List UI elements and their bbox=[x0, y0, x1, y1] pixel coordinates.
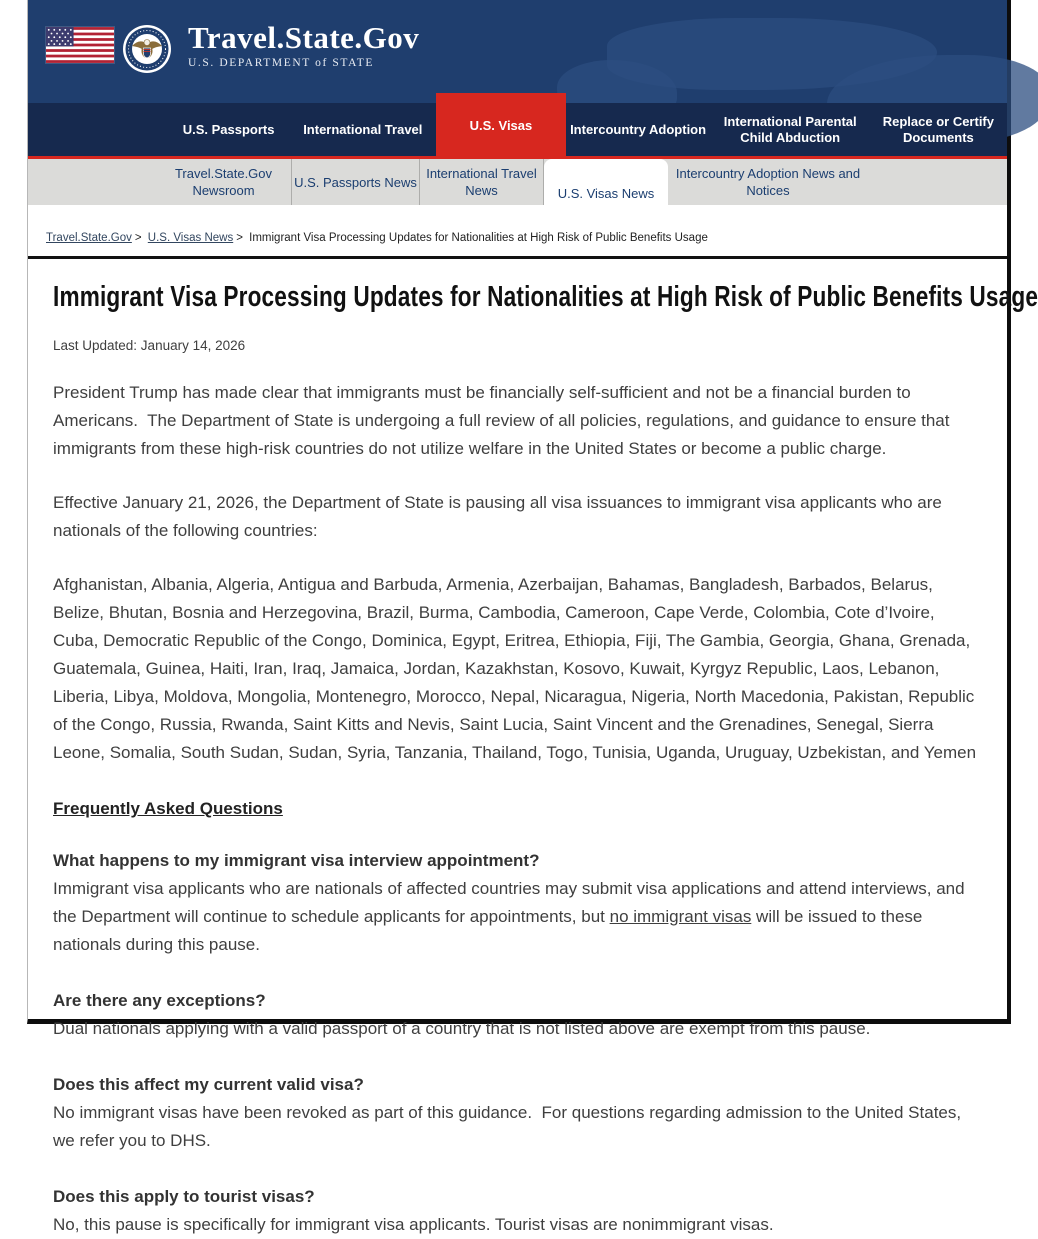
faq-answer-3: No immigrant visas have been revoked as part of this guidance. For questions regarding admission to the United States, we refer you to DHS. bbox=[53, 1103, 966, 1150]
breadcrumb-separator: > bbox=[236, 232, 243, 244]
site-header bbox=[28, 0, 1007, 103]
faq-answer-2: Dual nationals applying with a valid passport of a country that is not listed above are exempt from this pause. bbox=[53, 1019, 871, 1038]
country-list: Afghanistan, Albania, Algeria, Antigua and Barbuda, Armenia, Azerbaijan, Bahamas, Bangladesh, Barbados, Belarus, Belize, Bhutan, Bosnia and Herzegovina, Brazil, Burma, Cambodia, Cameroon, Cape Verde, Colombia, Cote d’Ivoire, Cuba, Democratic Republic of the Congo, Dominica, Egypt, Eritrea, Ethiopia, Fiji, The Gambia, Georgia, Ghana, Grenada, Guatemala, Guinea, Haiti, Iran, Iraq, Jamaica, Jordan, Kazakhstan, Kosovo, Kuwait, Kyrgyz Republic, Laos, Lebanon, Liberia, Libya, Moldova, Mongolia, Montenegro, Morocco, Nepal, Nicaragua, Nigeria, North Macedonia, Pakistan, Republic of the Congo, Russia, Rwanda, Saint Kitts and Nevis, Saint Lucia, Saint Vincent and the Grenadines, Senegal, Sierra Leone, Somalia, South Sudan, Sudan, Syria, Tanzania, Thailand, Togo, Tunisia, Uganda, Uruguay, Uzbekistan, and Yemen bbox=[53, 575, 980, 762]
subnav-item-intercountry-adoption-news[interactable]: Intercountry Adoption News and Notices bbox=[675, 166, 861, 198]
header-titles bbox=[188, 22, 419, 69]
faq-item bbox=[53, 1183, 982, 1239]
article bbox=[28, 281, 1038, 1239]
sub-nav bbox=[28, 159, 1007, 205]
breadcrumb bbox=[28, 205, 1007, 256]
faq-question-1: What happens to my immigrant visa interview appointment? bbox=[53, 851, 540, 870]
page-title: Immigrant Visa Processing Updates for Nationalities at High Risk of Public Benefits Usage bbox=[53, 281, 1038, 313]
subnav-item-international-travel-news[interactable]: International Travel News bbox=[420, 159, 544, 205]
faq-item bbox=[53, 987, 982, 1043]
breadcrumb-link-home[interactable]: Travel.State.Gov bbox=[46, 232, 132, 244]
nav-item-international-parental-child-abduction[interactable]: International Parental Child Abduction bbox=[723, 113, 857, 145]
faq-item bbox=[53, 1071, 982, 1155]
faq-item bbox=[53, 847, 982, 959]
subnav-item-us-passports-news[interactable]: U.S. Passports News bbox=[292, 159, 420, 205]
last-updated-label: Last Updated: January 14, 2026 bbox=[53, 338, 246, 353]
nav-item-us-visas[interactable]: U.S. Visas bbox=[436, 93, 565, 159]
department-of-state-seal-icon bbox=[122, 24, 172, 74]
faq-answer-1 bbox=[53, 875, 982, 959]
faq-answer-1-pre: Immigrant visa applicants who are nationals of affected countries may submit visa applications and attend interviews, and the Department will continue to schedule applicants for appointments, but bbox=[53, 879, 970, 926]
faq-answer-4: No, this pause is specifically for immigrant visa applicants. Tourist visas are nonimmigrant visas. bbox=[53, 1215, 774, 1234]
faq-question-2: Are there any exceptions? bbox=[53, 991, 266, 1010]
nav-item-us-passports[interactable]: U.S. Passports bbox=[182, 121, 275, 137]
site-title[interactable]: Travel.State.Gov bbox=[188, 20, 420, 55]
content-top-border bbox=[28, 256, 1007, 259]
nav-item-international-travel[interactable]: International Travel bbox=[303, 121, 423, 137]
faq-question-3: Does this affect my current valid visa? bbox=[53, 1075, 364, 1094]
nav-item-intercountry-adoption[interactable]: Intercountry Adoption bbox=[570, 121, 707, 137]
subnav-item-newsroom[interactable]: Travel.State.Gov Newsroom bbox=[156, 159, 292, 205]
main-nav bbox=[28, 103, 1007, 156]
nav-item-replace-or-certify-documents[interactable]: Replace or Certify Documents bbox=[882, 113, 994, 145]
site-subtitle: U.S. DEPARTMENT of STATE bbox=[188, 57, 374, 69]
faq-answer-1-underlined: no immigrant visas bbox=[609, 907, 752, 926]
faq-answer-1-post: will be issued to these nationals during this pause. bbox=[53, 907, 928, 954]
subnav-item-us-visas-news[interactable]: U.S. Visas News bbox=[544, 159, 668, 228]
breadcrumb-separator: > bbox=[134, 232, 142, 244]
page bbox=[27, 0, 1038, 1234]
faq-heading: Frequently Asked Questions bbox=[53, 799, 283, 818]
breadcrumb-link-us-visas-news[interactable]: U.S. Visas News bbox=[147, 232, 234, 244]
effective-date-paragraph: Effective January 21, 2026, the Department of State is pausing all visa issuances to immigrant visa applicants who are nationals of the following countries: bbox=[53, 493, 947, 540]
breadcrumb-current-page: Immigrant Visa Processing Updates for Nationalities at High Risk of Public Benefits Usage bbox=[249, 232, 708, 244]
us-flag-icon bbox=[46, 27, 114, 63]
intro-paragraph: President Trump has made clear that immigrants must be financially self-sufficient and not be a financial burden to Americans. The Department of State is undergoing a full review of all policies, regulations, and guidance to ensure that immigrants from these high-risk countries do not utilize welfare in the United States or become a public charge. bbox=[53, 383, 955, 458]
faq-question-4: Does this apply to tourist visas? bbox=[53, 1187, 315, 1206]
